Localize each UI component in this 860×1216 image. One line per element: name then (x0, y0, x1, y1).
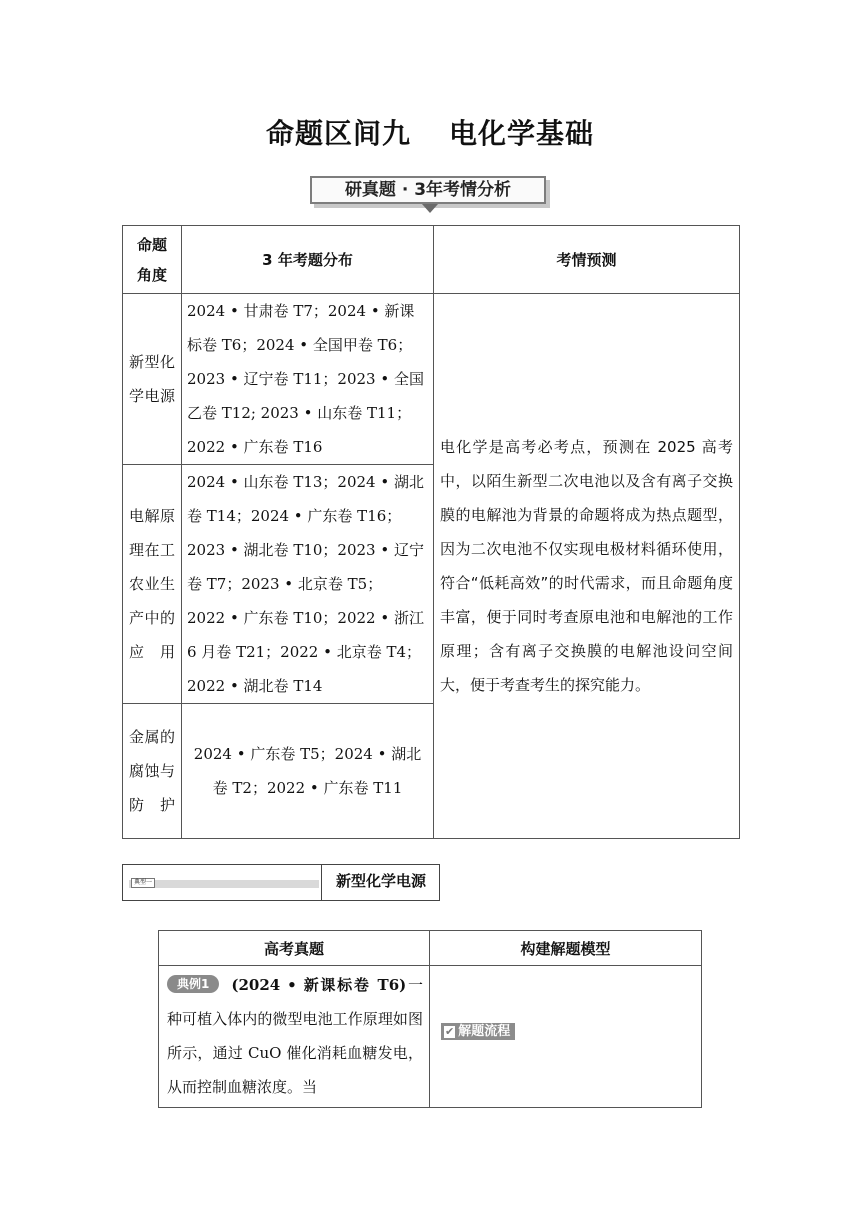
banner-label: 研真题 · 3年考情分析 (310, 176, 546, 204)
dist-line: 卷 T14；2024 • 广东卷 T16； (187, 507, 402, 525)
title-part1: 命题区间九 (265, 117, 411, 150)
example-cell (159, 966, 430, 1108)
row-distribution (182, 294, 434, 465)
dist-line: 2024 • 甘肃卷 T7；2024 • 新课 (187, 302, 415, 320)
dist-line: 卷 T7；2023 • 北京卷 T5； (187, 575, 383, 593)
row-distribution (182, 704, 434, 839)
section-header (122, 864, 440, 901)
example-source: (2024 • 新课标卷 T6) (231, 976, 407, 994)
title-part2: 电化学基础 (449, 117, 595, 150)
row-angle: 电解原理在工农业生产中的应用 (123, 465, 182, 704)
row-angle: 金属的腐蚀与防护 (123, 704, 182, 839)
dist-line: 乙卷 T12; 2023 • 山东卷 T11； (187, 404, 412, 422)
page-title (0, 112, 860, 152)
table-header-row (123, 226, 740, 294)
section-title: 新型化学电源 (321, 865, 440, 900)
dist-line: 2022 • 湖北卷 T14 (187, 677, 323, 695)
dist-line: 2023 • 湖北卷 T10；2023 • 辽宁 (187, 541, 424, 559)
row-distribution (182, 465, 434, 704)
analysis-table (122, 225, 740, 839)
dist-line: 2022 • 广东卷 T10；2022 • 浙江 (187, 609, 424, 627)
banner-arrow-icon (422, 204, 438, 213)
dist-line: 标卷 T6；2024 • 全国甲卷 T6； (187, 336, 413, 354)
section-banner (310, 176, 548, 206)
dist-line: 卷 T2；2022 • 广东卷 T11 (212, 779, 403, 797)
table-row (159, 966, 702, 1108)
table-row (123, 294, 740, 465)
header-distribution: 3 年考题分布 (182, 226, 434, 294)
dist-line: 2023 • 辽宁卷 T11；2023 • 全国 (187, 370, 424, 388)
header-prediction: 考情预测 (434, 226, 740, 294)
header-real-exam: 高考真题 (159, 931, 430, 966)
dist-line: 2024 • 广东卷 T5；2024 • 湖北 (193, 745, 422, 763)
flow-badge (441, 1023, 515, 1040)
row-angle: 新型化学电源 (123, 294, 182, 465)
header-model: 构建解题模型 (430, 931, 702, 966)
example-badge: 典例1 (167, 975, 219, 993)
example-table (158, 930, 702, 1108)
example-text: 一种可植入体内的微型电池工作原理如图所示，通过 CuO 催化消耗血糖发电，从而控制血糖浓度。当 (167, 976, 423, 1096)
dist-line: 6 月卷 T21；2022 • 北京卷 T4； (187, 643, 422, 661)
table-header-row (159, 931, 702, 966)
check-icon: ✔ (445, 1025, 455, 1038)
section-small-label: 典型一 (131, 878, 155, 888)
dist-line: 2022 • 广东卷 T16 (187, 438, 323, 456)
section-bar (129, 880, 319, 888)
prediction-text: 电化学是高考必考点，预测在 2025 高考中，以陌生新型二次电池以及含有离子交换膜的电解池为背景的命题将成为热点题型，因为二次电池不仅实现电极材料循环使用，符合“低耗高效”的时代需求，而且命题角度丰富，便于同时考查原电池和电解池的工作原理；含有离子交换膜的电解池设问空间大，便于考查考生的探究能力。 (434, 294, 740, 839)
flow-badge-label: 解题流程 (458, 1024, 511, 1039)
header-angle: 命题角度 (123, 226, 182, 294)
flow-cell (430, 966, 702, 1108)
dist-line: 2024 • 山东卷 T13；2024 • 湖北 (187, 473, 424, 491)
